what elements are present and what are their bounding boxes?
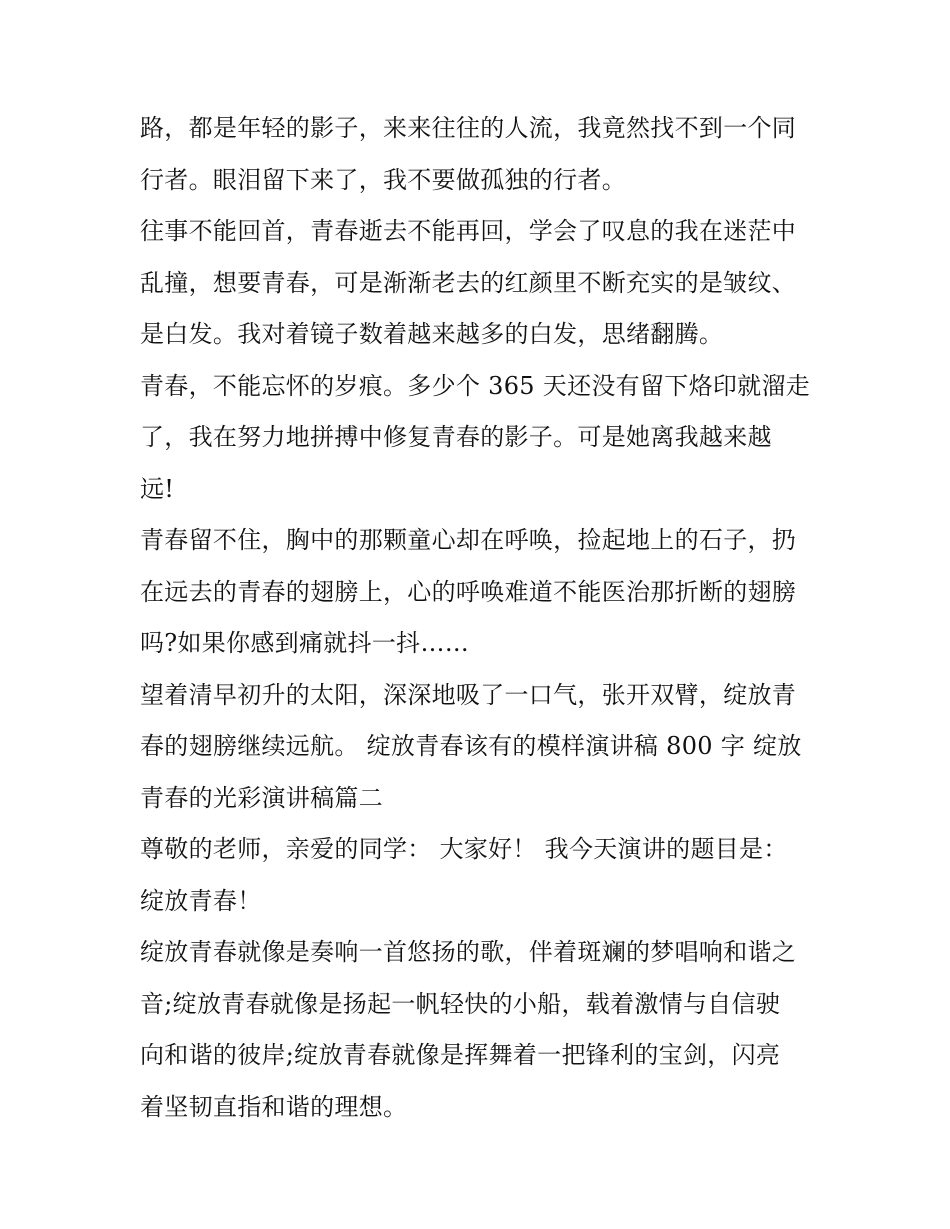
text-line: 是白发。我对着镜子数着越来越多的白发，思绪翻腾。 xyxy=(140,320,724,348)
text-line: 远! xyxy=(140,474,175,503)
text-line: 吗?如果你感到痛就抖一抖…… xyxy=(140,629,470,657)
text-line: 着坚韧直指和谐的理想。 xyxy=(140,1092,408,1121)
text-line: 望着清早初升的太阳，深深地吸了一口气，张开双臂，绽放青 xyxy=(140,680,797,709)
text-line: 绽放青春就像是奏响一首悠扬的歌，伴着斑斓的梦唱响和谐之 xyxy=(140,938,797,966)
text-line: 乱撞，想要青春，可是渐渐老去的红颜里不断充实的是皱纹、 xyxy=(140,268,797,297)
text-line: 青春的光彩演讲稿篇二 xyxy=(140,783,383,812)
text-line: 青春，不能忘怀的岁痕。多少个 365 天还没有留下烙印就溜走 xyxy=(140,371,811,400)
text-line: 在远去的青春的翅膀上，心的呼唤难道不能医治那折断的翅膀 xyxy=(140,577,797,606)
text-line: 往事不能回首，青春逝去不能再回，学会了叹息的我在迷茫中 xyxy=(140,217,797,245)
text-line: 路，都是年轻的影子，来来往往的人流，我竟然找不到一个同 xyxy=(140,114,797,142)
text-line: 音;绽放青春就像是扬起一帆轻快的小船，载着激情与自信驶 xyxy=(140,989,781,1018)
text-line: 尊敬的老师，亲爱的同学： 大家好！ 我今天演讲的题目是： xyxy=(140,835,788,863)
text-line: 向和谐的彼岸;绽放青春就像是挥舞着一把锋利的宝剑，闪亮 xyxy=(140,1041,781,1069)
text-line: 了，我在努力地拼搏中修复青春的影子。可是她离我越来越 xyxy=(140,423,772,451)
text-line: 青春留不住，胸中的那颗童心却在呼唤，捡起地上的石子，扔 xyxy=(140,526,797,554)
text-line: 行者。眼泪留下来了，我不要做孤独的行者。 xyxy=(140,165,626,194)
text-line: 绽放青春！ xyxy=(140,886,262,915)
document-body xyxy=(140,103,815,1133)
text-line: 春的翅膀继续远航。 绽放青春该有的模样演讲稿 800 字 绽放 xyxy=(140,732,802,760)
